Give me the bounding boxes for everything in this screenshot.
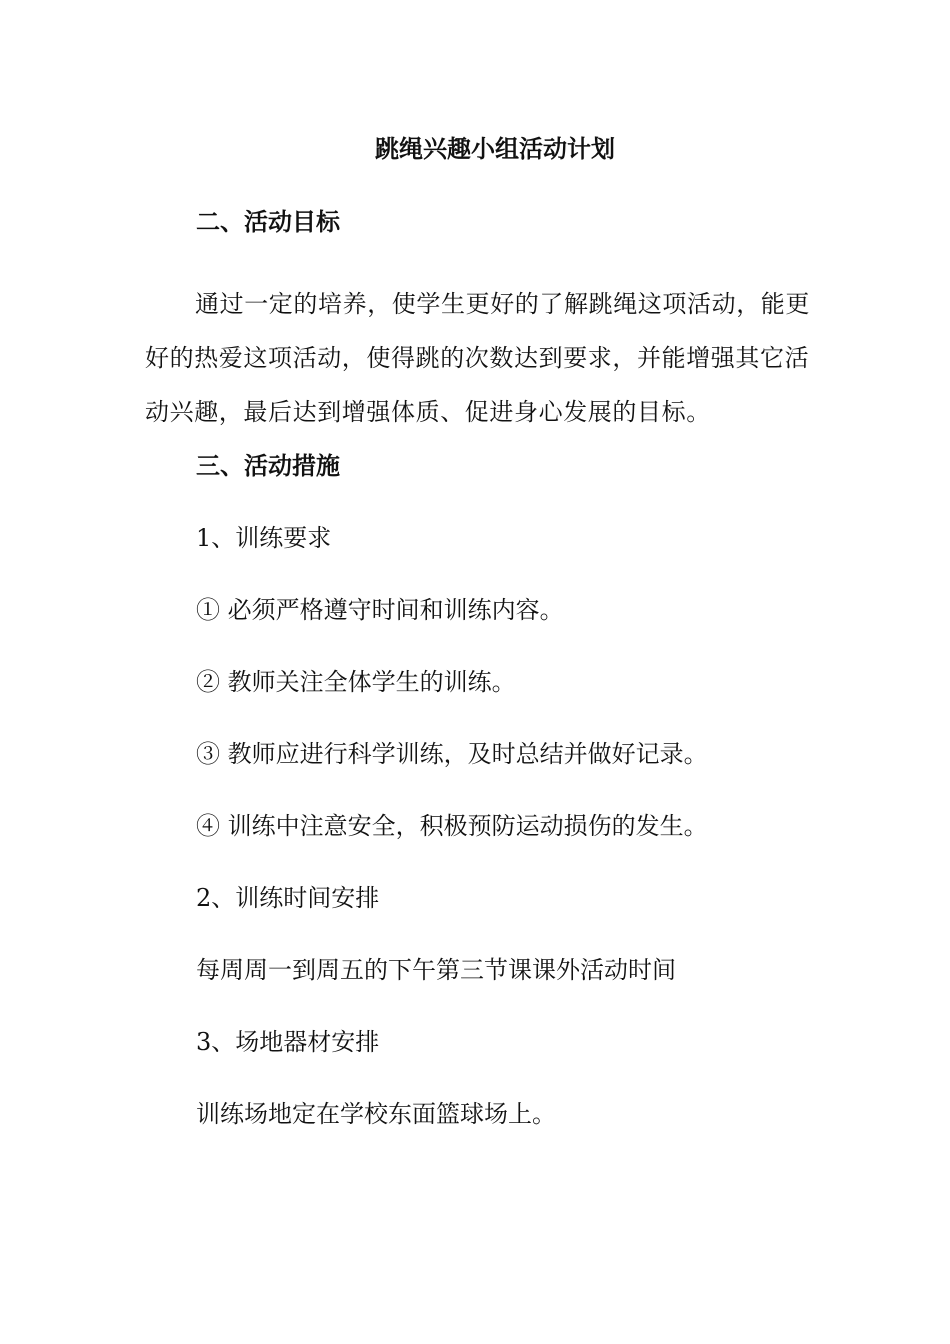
requirement-item: ① 必须严格遵守时间和训练内容。	[196, 596, 564, 624]
goals-paragraph: 通过一定的培养，使学生更好的了解跳绳这项活动，能更好的热爱这项活动，使得跳的次数达到要求，并能增强其它活动兴趣，最后达到增强体质、促进身心发展的目标。	[145, 290, 810, 426]
requirement-item: ④ 训练中注意安全，积极预防运动损伤的发生。	[196, 812, 708, 840]
requirement-item: ③ 教师应进行科学训练，及时总结并做好记录。	[196, 740, 708, 768]
requirement-item: ② 教师关注全体学生的训练。	[196, 668, 516, 696]
subheading-venue-equipment: 3、场地器材安排	[196, 1028, 380, 1056]
document-title: 跳绳兴趣小组活动计划	[375, 135, 615, 163]
subheading-training-requirements: 1、训练要求	[196, 524, 332, 552]
section-heading-measures: 三、活动措施	[196, 452, 340, 480]
subheading-training-schedule: 2、训练时间安排	[196, 884, 380, 912]
section-heading-goals: 二、活动目标	[196, 208, 340, 236]
venue-text: 训练场地定在学校东面篮球场上。	[196, 1100, 556, 1128]
training-schedule-text: 每周周一到周五的下午第三节课课外活动时间	[196, 956, 676, 984]
